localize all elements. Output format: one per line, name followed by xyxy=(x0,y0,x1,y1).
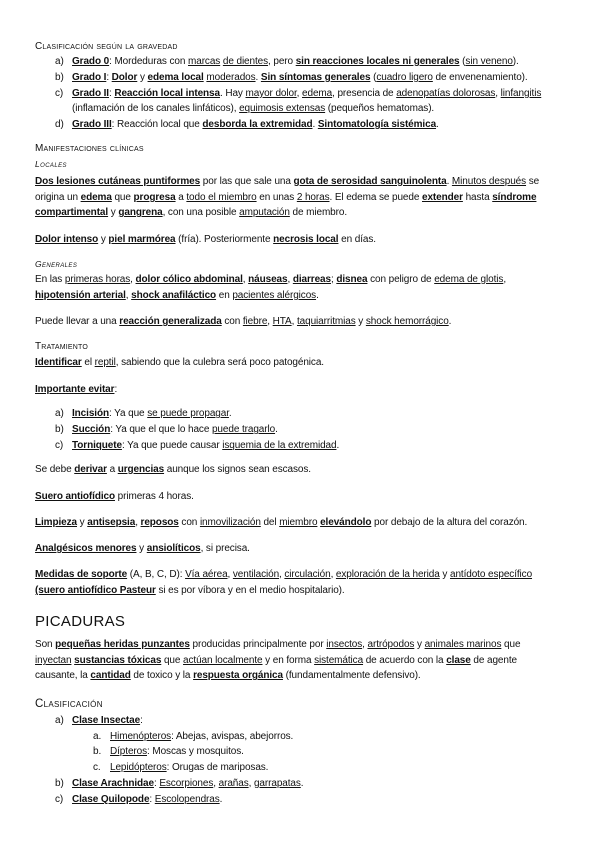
text-run: , xyxy=(287,274,293,285)
key-term: edema local xyxy=(147,72,204,83)
text-run: Reacción local que xyxy=(117,119,203,130)
text-run: ( xyxy=(370,72,377,83)
underlined-term: artrópodos xyxy=(367,639,415,650)
underlined-term: linfangitis xyxy=(500,88,542,99)
key-term: desborda la extremidad xyxy=(202,119,313,130)
underlined-term: Minutos después xyxy=(451,176,527,187)
text-run: : xyxy=(149,794,155,805)
underlined-term: inyectan xyxy=(35,655,72,666)
text-run: aunque los signos sean escasos. xyxy=(164,464,311,475)
text-run: a xyxy=(106,464,118,475)
underlined-term: edema de glotis xyxy=(434,274,504,285)
key-term: Importante evitar xyxy=(35,384,115,395)
text-run: ; xyxy=(330,274,337,285)
underlined-term: exploración de la herida xyxy=(335,569,440,580)
text-run: . xyxy=(228,408,232,419)
grade-item xyxy=(72,55,519,68)
text-run: . xyxy=(300,778,304,789)
underlined-term: Escorpiones xyxy=(159,778,214,789)
underlined-term: HTA xyxy=(272,316,292,327)
underlined-term: puede tragarlo xyxy=(211,424,276,435)
key-term: Succión xyxy=(72,424,111,435)
text-run: . xyxy=(446,176,452,187)
list-marker: c) xyxy=(55,88,64,99)
text-run: : xyxy=(140,715,143,726)
key-term: sin reacciones locales ni generales xyxy=(295,56,460,67)
key-term: Clase Quilopode xyxy=(72,794,150,805)
list-marker: b) xyxy=(55,72,64,83)
grade-item xyxy=(72,118,439,131)
underlined-term: animales marinos xyxy=(424,639,502,650)
text-run: primeras 4 horas. xyxy=(114,491,194,502)
key-term: síndrome xyxy=(492,192,537,203)
underlined-term: shock hemorrágico xyxy=(365,316,449,327)
list-marker: c) xyxy=(55,794,64,805)
key-term: Reacción local intensa xyxy=(114,88,220,99)
list-marker: a) xyxy=(55,715,64,726)
avoid-item xyxy=(72,439,339,452)
text-run: que xyxy=(161,655,184,666)
text-run: con peligro de xyxy=(367,274,435,285)
text-run: : Ya que xyxy=(108,408,148,419)
text-run: : xyxy=(106,72,112,83)
grade-item xyxy=(72,102,434,115)
paragraph-line xyxy=(35,206,347,219)
text-run: que xyxy=(501,639,521,650)
key-term: Clase Insectae xyxy=(72,715,141,726)
text-run: Mordeduras con xyxy=(114,56,188,67)
underlined-term: sistemática xyxy=(314,655,364,666)
key-term: gangrena xyxy=(118,207,163,218)
underlined-term: se puede propagar xyxy=(147,408,229,419)
text-run: Se debe xyxy=(35,464,75,475)
key-term: shock anafiláctico xyxy=(131,290,217,301)
text-run: , presencia de xyxy=(332,88,397,99)
text-run: en unas xyxy=(256,192,297,203)
text-run: . xyxy=(275,424,278,435)
text-run: de agente xyxy=(470,655,518,666)
text-run: de acuerdo con la xyxy=(363,655,447,666)
list-marker: a) xyxy=(55,408,64,419)
text-run: . xyxy=(312,119,318,130)
key-term: Incisión xyxy=(72,408,109,419)
text-run: en xyxy=(216,290,233,301)
text-run: y xyxy=(98,234,109,245)
underlined-term: Escolopendras xyxy=(154,794,220,805)
key-term: Limpieza xyxy=(35,517,77,528)
underlined-term: miembro xyxy=(279,517,318,528)
treatment-heading: Tratamiento xyxy=(35,341,89,352)
classification-heading: Clasificación xyxy=(35,698,103,710)
key-term: edema xyxy=(80,192,112,203)
paragraph-line xyxy=(35,490,194,503)
key-term: Clase Arachnidae xyxy=(72,778,154,789)
underlined-term: 2 horas xyxy=(296,192,330,203)
grade-item xyxy=(72,87,541,100)
text-run: : xyxy=(111,119,118,130)
text-run: , xyxy=(242,274,249,285)
list-marker: b. xyxy=(93,746,102,757)
key-term: sustancias tóxicas xyxy=(74,655,162,666)
text-run: por debajo de la altura del corazón. xyxy=(371,517,528,528)
text-run: y xyxy=(355,316,366,327)
text-run: , xyxy=(248,778,254,789)
underlined-term: equimosis extensas xyxy=(239,103,326,114)
key-term: Identificar xyxy=(35,357,82,368)
text-run: : Orugas de mariposas. xyxy=(166,762,269,773)
underlined-term: Vía aérea xyxy=(185,569,228,580)
text-run: , pero xyxy=(268,56,296,67)
key-term: respuesta orgánica xyxy=(193,670,283,681)
key-term: Dos lesiones cutáneas puntiformes xyxy=(35,176,201,187)
text-run: causante, la xyxy=(35,670,91,681)
text-run: (inflamación de los canales linfáticos), xyxy=(72,103,240,114)
text-run: , xyxy=(267,316,273,327)
classification-item xyxy=(110,761,268,774)
paragraph-line xyxy=(35,463,311,476)
underlined-term: isquemia de la extremidad xyxy=(222,440,337,451)
text-run: , xyxy=(213,778,219,789)
key-term: ansiolíticos xyxy=(146,543,201,554)
underlined-term: edema xyxy=(302,88,333,99)
text-run: , xyxy=(227,569,233,580)
key-term: urgencias xyxy=(117,464,165,475)
underlined-term: Lepidópteros xyxy=(110,762,167,773)
underlined-term: arañas xyxy=(218,778,249,789)
text-run: , xyxy=(330,569,336,580)
text-run: Son xyxy=(35,639,56,650)
text-run: se xyxy=(526,176,540,187)
list-marker: a) xyxy=(55,56,64,67)
text-run: (pequeños hematomas). xyxy=(325,103,435,114)
text-run: y xyxy=(439,569,450,580)
text-run: . El edema se puede xyxy=(329,192,422,203)
key-term: Dolor intenso xyxy=(35,234,99,245)
classification-item xyxy=(110,745,244,758)
text-run: (fundamentalmente defensivo). xyxy=(282,670,421,681)
text-run: ). xyxy=(512,56,519,67)
text-run: . xyxy=(219,794,223,805)
text-run: (A, B, C, D): xyxy=(127,569,186,580)
text-run: y xyxy=(414,639,425,650)
text-run: : Moscas y mosquitos. xyxy=(147,746,244,757)
list-marker: b) xyxy=(55,424,64,435)
text-run: ( xyxy=(459,56,466,67)
gravity-heading: Clasificación según la gravedad xyxy=(35,41,178,52)
text-run: si es por víbora y en el medio hospitalario). xyxy=(155,585,345,596)
classification-item xyxy=(110,730,293,743)
text-run: y en forma xyxy=(262,655,315,666)
text-run: : Ya que el que lo hace xyxy=(110,424,212,435)
key-term: Torniquete xyxy=(72,440,122,451)
text-run: , xyxy=(125,290,132,301)
underlined-term: actúan localmente xyxy=(183,655,263,666)
underlined-term: adenopatías dolorosas xyxy=(396,88,496,99)
paragraph-line xyxy=(35,383,117,396)
text-run: : xyxy=(108,88,115,99)
text-run: . xyxy=(448,316,452,327)
text-run: , xyxy=(130,274,136,285)
text-run: en días. xyxy=(338,234,376,245)
paragraph-line xyxy=(35,542,250,555)
key-term: antisepsia xyxy=(87,517,136,528)
key-term: clase xyxy=(446,655,471,666)
paragraph-line xyxy=(35,356,324,369)
classification-item xyxy=(72,714,143,727)
avoid-item xyxy=(72,407,232,420)
text-run: . xyxy=(316,290,319,301)
grade-name: Grado III xyxy=(72,119,112,130)
paragraph-line xyxy=(35,584,345,597)
text-run: , xyxy=(495,88,501,99)
underlined-term: Dípteros xyxy=(110,746,147,757)
paragraph-line xyxy=(35,669,421,682)
key-term: Analgésicos menores xyxy=(35,543,137,554)
key-term: dolor cólico abdominal xyxy=(135,274,243,285)
text-run: , xyxy=(135,517,141,528)
paragraph-line xyxy=(35,568,532,581)
underlined-term: amputación xyxy=(239,207,290,218)
text-run: . Hay xyxy=(219,88,246,99)
key-term: progresa xyxy=(133,192,176,203)
key-term: compartimental xyxy=(35,207,109,218)
text-run: con xyxy=(178,517,200,528)
key-term: Dolor xyxy=(111,72,138,83)
grade-name: Grado II xyxy=(72,88,109,99)
key-term: piel marmórea xyxy=(108,234,176,245)
text-run: , si precisa. xyxy=(200,543,250,554)
key-term: derivar xyxy=(74,464,107,475)
text-run: , xyxy=(503,274,506,285)
paragraph-line xyxy=(35,175,539,188)
underlined-term: sin veneno xyxy=(465,56,513,67)
picaduras-title: PICADURAS xyxy=(35,613,126,630)
key-term: diarreas xyxy=(292,274,331,285)
underlined-term: primeras horas xyxy=(64,274,131,285)
text-run: producidas principalmente por xyxy=(189,639,327,650)
grade-name: Grado I xyxy=(72,72,107,83)
key-term: elevándolo xyxy=(320,517,372,528)
text-run: Puede llevar a una xyxy=(35,316,120,327)
underlined-term: pacientes alérgicos xyxy=(232,290,317,301)
text-run: y xyxy=(108,207,119,218)
locales-subheading: Locales xyxy=(35,159,67,169)
key-term: gota de serosidad sanguinolenta xyxy=(293,176,447,187)
text-run: (fría). Posteriormente xyxy=(175,234,274,245)
list-marker: a. xyxy=(93,731,102,742)
text-run: , xyxy=(291,316,297,327)
text-run: a xyxy=(175,192,187,203)
underlined-term: garrapatas xyxy=(253,778,301,789)
list-marker: c. xyxy=(93,762,101,773)
key-term: pequeñas heridas punzantes xyxy=(55,639,190,650)
text-run: que xyxy=(111,192,134,203)
generales-subheading: Generales xyxy=(35,259,78,269)
text-run: origina un xyxy=(35,192,81,203)
underlined-term: inmovilización xyxy=(199,517,261,528)
key-term: reposos xyxy=(140,517,179,528)
text-run: , sabiendo que la culebra será poco patogénica. xyxy=(115,357,324,368)
text-run: : Abejas, avispas, abejorros. xyxy=(171,731,294,742)
key-term: náuseas xyxy=(248,274,288,285)
underlined-term: moderados xyxy=(206,72,256,83)
text-run: el xyxy=(81,357,95,368)
key-term: hipotensión arterial xyxy=(35,290,126,301)
text-run: con xyxy=(221,316,243,327)
text-run: : Ya que puede causar xyxy=(121,440,223,451)
list-marker: c) xyxy=(55,440,64,451)
key-term: Sin síntomas generales xyxy=(260,72,371,83)
text-run: . xyxy=(255,72,261,83)
classification-item xyxy=(72,793,222,806)
text-run: , xyxy=(362,639,368,650)
key-term: reacción generalizada xyxy=(119,316,222,327)
underlined-term: todo el miembro xyxy=(186,192,257,203)
key-term: disnea xyxy=(336,274,368,285)
paragraph-line xyxy=(35,233,376,246)
key-term: extender xyxy=(422,192,463,203)
text-run: : xyxy=(153,778,160,789)
key-term: cantidad xyxy=(90,670,131,681)
text-run: , xyxy=(279,569,285,580)
paragraph-line xyxy=(35,638,520,651)
paragraph-line xyxy=(35,191,536,204)
grade-item xyxy=(72,71,528,84)
text-run: . xyxy=(436,119,439,130)
underlined-term: ventilación xyxy=(232,569,280,580)
text-run: y xyxy=(137,72,148,83)
grade-name: Grado 0 xyxy=(72,56,110,67)
manifestations-heading: Manifestaciones clínicas xyxy=(35,143,144,154)
text-run: , xyxy=(296,88,303,99)
key-term: Sintomatología sistémica xyxy=(317,119,437,130)
underlined-term: mayor dolor xyxy=(245,88,297,99)
paragraph-line xyxy=(35,289,319,302)
underlined-term: insectos xyxy=(326,639,363,650)
text-run: . xyxy=(336,440,340,451)
text-run: de miembro. xyxy=(289,207,348,218)
text-run: , con una posible xyxy=(162,207,240,218)
text-run: : xyxy=(114,384,118,395)
text-run: hasta xyxy=(462,192,493,203)
underlined-term: fiebre xyxy=(242,316,268,327)
paragraph-line xyxy=(35,273,506,286)
paragraph-line xyxy=(35,654,517,667)
text-run: En las xyxy=(35,274,65,285)
underlined-term: de dientes xyxy=(222,56,269,67)
paragraph-line xyxy=(35,315,451,328)
underlined-term: cuadro ligero xyxy=(376,72,433,83)
text-run: y xyxy=(77,517,88,528)
text-run: por las que sale una xyxy=(200,176,294,187)
underlined-term: antídoto específico xyxy=(449,569,533,580)
classification-item xyxy=(72,777,303,790)
underlined-term: reptil xyxy=(94,357,116,368)
underlined-term: circulación xyxy=(284,569,331,580)
key-term: Suero antiofídico xyxy=(35,491,115,502)
text-run: : xyxy=(109,56,115,67)
text-run: y xyxy=(136,543,147,554)
underlined-term: Himenópteros xyxy=(110,731,172,742)
underlined-term: taquiarritmias xyxy=(296,316,356,327)
paragraph-line xyxy=(35,516,527,529)
list-marker: b) xyxy=(55,778,64,789)
key-term: (suero antiofídico Pasteur xyxy=(35,585,156,596)
underlined-term: marcas xyxy=(188,56,221,67)
key-term: necrosis local xyxy=(273,234,339,245)
text-run: de envenenamiento). xyxy=(432,72,528,83)
list-marker: d) xyxy=(55,119,64,130)
text-run: del xyxy=(260,517,280,528)
text-run: de toxico y la xyxy=(130,670,194,681)
key-term: Medidas de soporte xyxy=(35,569,128,580)
avoid-item xyxy=(72,423,278,436)
